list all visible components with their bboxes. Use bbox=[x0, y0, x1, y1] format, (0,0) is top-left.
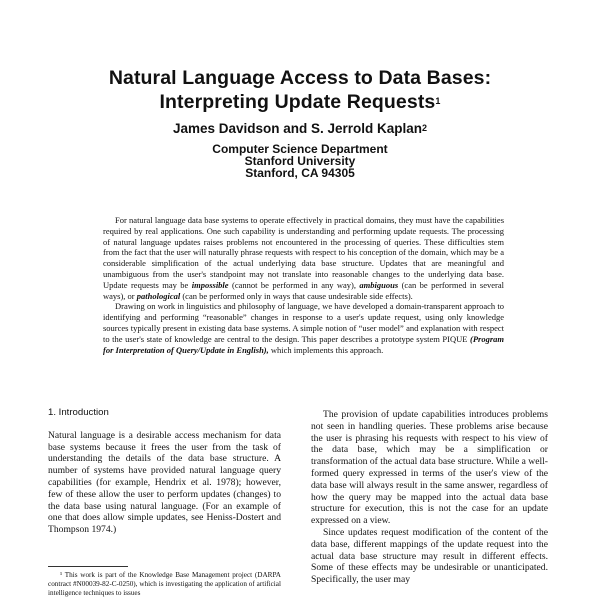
intro-right-paragraph-2: Since updates request modification of the content of the data base, different mappings of the update request into the actual data base structure may result in different effects. Some of these effects may be undesirable or unanticipated. Specifically, the user may bbox=[311, 526, 548, 586]
abstract-p1-a: For natural language data base systems to operate effectively in practical domains, they must have the capabilities required by real applications. One such capability is understanding and performing update requests. The processing of natural language updates raises problems not encountered in the processing of queries. These difficulties stem from the fact that the user will naturally phrase requests with respect to his conception of the domain, which may be a considerable simplification of the actual underlying data base structure. Updates that are meaningful and unambiguous from the user's standpoint may not translate into reasonable changes to the underlying data base. Update requests may be bbox=[103, 215, 504, 290]
abstract-paragraph-2 bbox=[103, 301, 504, 355]
term-ambiguous: ambiguous bbox=[359, 279, 399, 290]
affiliation-university: Stanford University bbox=[244, 154, 356, 168]
system-expansion: (Program for Interpretation of Query/Update in English), bbox=[103, 333, 504, 355]
abstract-p2-a: Drawing on work in linguistics and philosophy of language, we have developed a domain-transparent approach to identifying and performing “reasonable” changes in response to a user's update request, using only knowledge sources typically present in existing data base systems. A simple notion of “user model” and explanation with respect to the user's state of knowledge are central to the design. This paper describes a prototype system PIQUE bbox=[103, 301, 504, 344]
footnote-divider bbox=[48, 566, 128, 567]
section-heading-introduction: 1. Introduction bbox=[48, 407, 109, 418]
title-line1-text: Natural Language Access to Data Bases: bbox=[108, 67, 492, 89]
abstract-p1-c: (can be performed in several ways), or bbox=[103, 279, 504, 301]
authors-footnote-mark: 2 bbox=[422, 123, 428, 133]
term-impossible: impossible bbox=[191, 279, 229, 290]
paper-title-line1 bbox=[0, 66, 600, 90]
term-pathological: pathological bbox=[136, 290, 181, 301]
intro-right-paragraph-1: The provision of update capabilities introduces problems not seen in handling queries. These problems arise because the user is phrasing his requests with respect to his view of the data base, which may be a simplification or transformation of the actual data base structure. While a well-formed query expressed in terms of the user's view of the data base will always result in the same answer, regardless of how the query may be mapped into the actual data base structure for execution, this is not the case for an update expressed on a view. bbox=[311, 409, 548, 527]
footnote bbox=[48, 571, 281, 598]
intro-left-paragraph: Natural language is a desirable access mechanism for data base systems because it frees the user from the task of understanding the details of the data base structure. A number of systems have provided natural language query capabilities (for example, Hendrix et al. 1978); however, few of these allow the user to perform updates (changes) to the data base using natural language. (For an example of one that does allow simple updates, see Heniss-Dostert and Thompson 1974.) bbox=[48, 429, 281, 536]
abstract-p1-b: (cannot be performed in any way), bbox=[228, 279, 360, 290]
affiliation-location: Stanford, CA 94305 bbox=[245, 166, 355, 180]
abstract-paragraph-1 bbox=[103, 215, 504, 301]
authors-text: James Davidson and S. Jerrold Kaplan bbox=[172, 121, 423, 136]
abstract-p2-b: which implements this approach. bbox=[268, 344, 384, 355]
affiliation-department: Computer Science Department bbox=[212, 142, 388, 156]
author-line bbox=[0, 121, 600, 137]
abstract bbox=[103, 215, 504, 355]
right-column bbox=[311, 409, 548, 586]
left-column bbox=[48, 407, 281, 536]
footnote-text: ¹ This work is part of the Knowledge Base Management project (DARPA contract #N00039-82-C-0250), which is investigating the application of artificial intelligence techniques to issues bbox=[48, 571, 281, 597]
paper-title-line2 bbox=[0, 90, 600, 114]
title-footnote-mark: 1 bbox=[435, 96, 441, 106]
title-line2-text: Interpreting Update Requests bbox=[159, 91, 436, 113]
abstract-p1-d: (can be performed only in ways that cause undesirable side effects). bbox=[180, 290, 413, 301]
affiliation-block bbox=[0, 143, 600, 179]
